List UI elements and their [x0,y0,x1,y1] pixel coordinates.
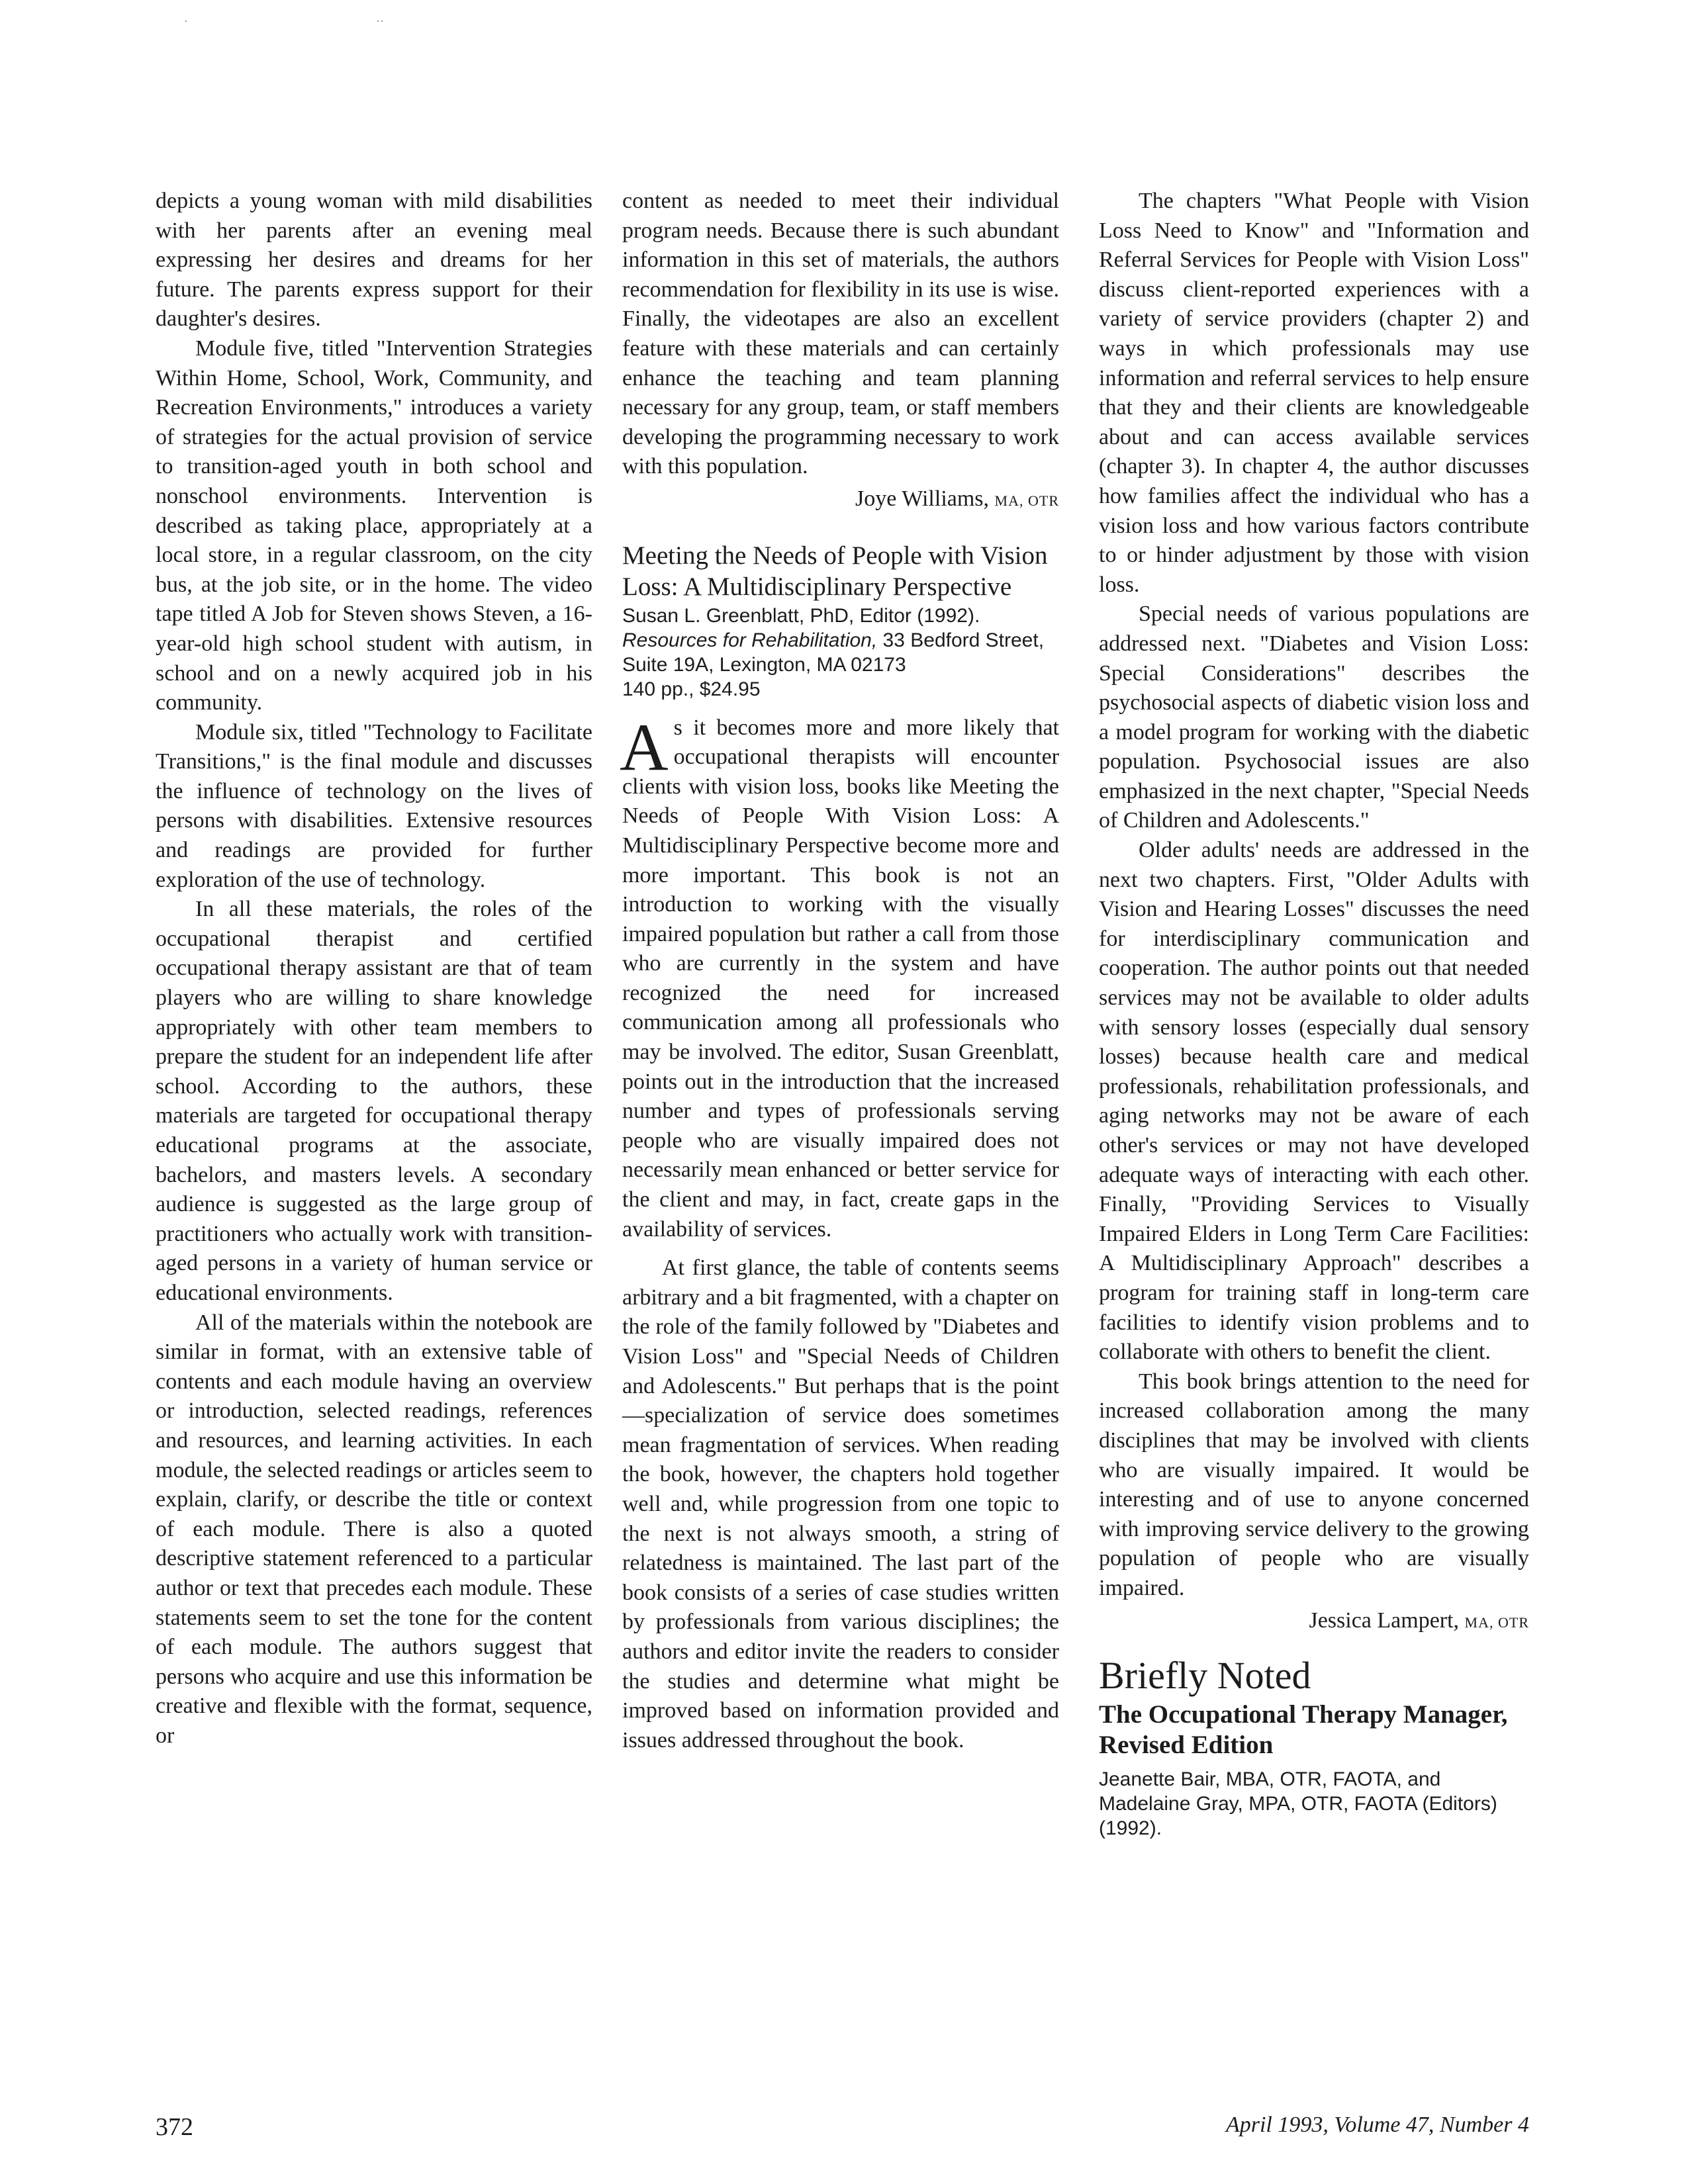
reviewer-name: Joye Williams, [855,486,990,511]
paragraph: depicts a young woman with mild disabilities with her parents after an evening meal expressing her desires and dreams for her future. The parents express support for their daughter's desires. [156,189,592,332]
paragraph [620,709,1059,1245]
paragraph: Special needs of various populations are addressed next. "Diabetes and Vision Loss: Special Considerations" describes the psychosocial aspects of diabetic vision loss and a model program for working with the diabetic population. Psychosocial issues are also emphasized in the next chapter, "Special Needs of Children and Adolescents." [1099,602,1529,833]
review-title: Meeting the Needs of People with Vision Loss: A Multidisciplinary Perspective [622,541,1048,601]
paragraph: In all these materials, the roles of the occupational therapist and certified occupational therapy assistant are that of team players who are willing to share knowledge appropriately with other team members to prepare the student for an independent life after school. According to the authors, these materials are targeted for occupational therapy educational programs at the associate, bachelors, and masters levels. A secondary audience is suggested as the large group of practitioners who actually work with transition-aged persons in a variety of human service or educational environments. [156,897,592,1305]
brief-bibliographic-info: Jeanette Bair, MBA, OTR, FAOTA, and Madelaine Gray, MPA, OTR, FAOTA (Editors) (1992). [1099,1768,1497,1840]
biblio-address: 33 Bedford Street, Suite 19A, Lexington, MA 02173 [622,629,1045,676]
review-signature [1099,1606,1529,1638]
brief-book-title: The Occupational Therapy Manager, Revised Edition [1099,1700,1508,1760]
issue-info: April 1993, Volume 47, Number 4 [1225,2113,1529,2137]
bibliographic-info [622,604,1059,702]
biblio-price: 140 pp., $24.95 [622,678,761,700]
scan-mark: · [184,15,188,28]
column-left [156,187,592,1751]
scan-mark: ·· [376,15,384,28]
paragraph: This book brings attention to the need for increased collaboration among the many disciplines that may be involved with clients who are visually impaired. It would be interesting and of use to anyone concerned with improving service delivery to the growing population of people who are visually impaired. [1099,1369,1529,1600]
column-middle [622,187,1059,1755]
paragraph: At first glance, the table of contents seems arbitrary and a bit fragmented, with a chapter on the role of the family followed by "Diabetes and Vision Loss" and "Special Needs of Children and Adolescents." But perhaps that is the point—specialization of service does sometimes mean fragmentation of services. When reading the book, however, the chapters hold together well and, while progression from one topic to the next is not always smooth, a string of relatedness is maintained. The last part of the book consists of a series of case studies written by professionals from various disciplines; the authors and editor invite the readers to consider the studies and determine what might be improved based on information provided and issues addressed throughout the book. [622,1255,1059,1752]
column-right [1099,187,1529,1852]
reviewer-name: Jessica Lampert, [1309,1608,1460,1633]
paragraph: content as needed to meet their individual program needs. Because there is such abundant information in this set of materials, the authors recommendation for flexibility in its use is wise. Finally, the videotapes are also an excellent feature with these materials and can certainly enhance the teaching and team planning necessary for any group, team, or staff members developing the programming necessary to work with this population. [622,189,1059,479]
section-heading: Briefly Noted [1099,1654,1311,1698]
reviewer-credentials: MA, OTR [1464,1614,1529,1631]
biblio-editor: Susan L. Greenblatt, PhD, Editor (1992). [622,604,980,627]
biblio-publisher: Resources for Rehabilitation, [622,629,878,651]
drop-cap: A [620,709,669,785]
paragraph: The chapters "What People with Vision Loss Need to Know" and "Information and Referral Services for People with Vision Loss" discuss client-reported experiences with a variety of service providers (chapter 2) and ways in which professionals may use information and referral services to help ensure that they and their clients are knowledgeable about and can access available services (chapter 3). In chapter 4, the author discusses how families affect the individual who has a vision loss and how various factors contribute to or hinder adjustment by those with vision loss. [1099,189,1529,597]
reviewer-credentials: MA, OTR [994,492,1059,509]
paragraph-text: s it becomes more and more likely that occupational therapists will encounter clients with vision loss, books like Meeting the Needs of People With Vision Loss: A Multidisciplinary Perspective become more and more important. This book is not an introduction to working with the visually impaired population but rather a call from those who are currently in the system and have recognized the need for increased communication among all professionals who may be involved. The editor, Susan Greenblatt, points out in the introduction that the increased number and types of professionals serving people who are visually impaired does not necessarily mean enhanced or better service for the client and may, in fact, create gaps in the availability of services. [622,715,1059,1242]
review-signature [622,484,1059,516]
paragraph: Module six, titled "Technology to Facilitate Transitions," is the final module and discusses the influence of technology on the lives of persons with disabilities. Extensive resources and readings are provided for further exploration of the use of technology. [156,719,592,892]
paragraph: Module five, titled "Intervention Strategies Within Home, School, Work, Community, and Recreation Environments," introduces a variety of strategies for the actual provision of service to transition-aged youth in both school and nonschool environments. Intervention is described as taking place, appropriately at a local store, in a regular classroom, on the city bus, at the job site, or in the home. The video tape titled A Job for Steven shows Steven, a 16-year-old high school student with autism, in school and on a newly acquired job in his community. [156,336,592,715]
paragraph: All of the materials within the notebook are similar in format, with an extensive table of contents and each module having an overview or introduction, selected readings, references and resources, and learning activities. In each module, the selected readings or articles seem to explain, clarify, or describe the title or context of each module. There is also a quoted descriptive statement referenced to a particular author or text that precedes each module. These statements seem to set the tone for the content of each module. The authors suggest that persons who acquire and use this information be creative and flexible with the format, sequence, or [156,1310,592,1748]
paragraph: Older adults' needs are addressed in the next two chapters. First, "Older Adults with Vision and Hearing Losses" discusses the need for interdisciplinary communication and cooperation. The author points out that needed services may not be available to older adults with sensory losses (especially dual sensory losses) because health care and medical professionals, rehabilitation professionals, and aging networks may not be aware of each other's services or may not have developed adequate ways of interacting with each other. Finally, "Providing Services to Visually Impaired Elders in Long Term Care Facilities: A Multidisciplinary Approach" describes a program for training staff in long-term care facilities to identify vision problems and to collaborate with others to benefit the client. [1099,838,1529,1365]
page-number: 372 [156,2113,193,2141]
